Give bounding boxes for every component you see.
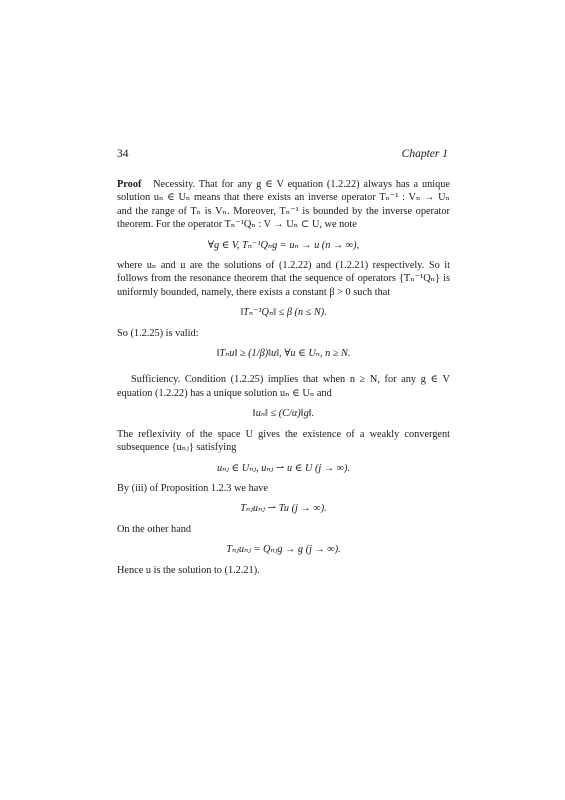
equation-4: ‖uₙ‖ ≤ (C/α)‖g‖. xyxy=(252,408,315,420)
equation-5: uₙⱼ ∈ Uₙⱼ, uₙⱼ ⇀ u ∈ U (j → ∞). xyxy=(216,462,351,474)
paragraph-sufficiency: Sufficiency. Condition (1.2.25) implies that when n ≥ N, for any g ∈ V equation (1.2.22) has a unique solution uₙ ∈ Uₙ and xyxy=(117,374,450,399)
paragraph-text: Necessity. That for any g ∈ V equation (1.2.22) always has a unique solution uₙ ∈ Uₙ means that there exists an inverse operator Tₙ⁻¹ : Vₙ → Uₙ and the range of Tₙ is Vₙ. Moreover, Tₙ⁻¹ is bounded by the inverse operator theorem. For the operator Tₙ⁻¹Qₙ : V → Uₙ ⊂ U, we note xyxy=(117,179,450,231)
equation-6: Tₙⱼuₙⱼ ⇀ Tu (j → ∞). xyxy=(240,503,327,515)
paragraph-valid: So (1.2.25) is valid: xyxy=(117,327,199,339)
paragraph-conclusion: Hence u is the solution to (1.2.21). xyxy=(117,564,260,576)
proof-label: Proof xyxy=(117,179,142,190)
paragraph-resonance: where uₙ and u are the solutions of (1.2.22) and (1.2.21) respectively. So it follows from the resonance theorem that the sequence of operators {Tₙ⁻¹Qₙ} is uniformly bounded, namely, there exists a constant β > 0 such that xyxy=(117,260,450,298)
equation-2: ‖Tₙ⁻¹Qₙ‖ ≤ β (n ≤ N). xyxy=(240,307,327,319)
proof-paragraph-necessity xyxy=(117,178,450,232)
paragraph-proposition: By (iii) of Proposition 1.2.3 we have xyxy=(117,482,269,494)
paragraph-other-hand: On the other hand xyxy=(117,523,192,535)
equation-1: ∀g ∈ V, Tₙ⁻¹Qₙg = uₙ → u (n → ∞), xyxy=(207,239,360,251)
equation-3: ‖Tₙu‖ ≥ (1/β)‖u‖, ∀u ∈ Uₙ, n ≥ N. xyxy=(216,348,351,360)
page-body xyxy=(117,178,450,577)
paragraph-reflexivity: The reflexivity of the space U gives the existence of a weakly convergent subsequence {uₙⱼ} satisfying xyxy=(117,428,450,454)
equation-7: Tₙⱼuₙⱼ = Qₙⱼg → g (j → ∞). xyxy=(226,544,341,556)
chapter-title: Chapter 1 xyxy=(401,148,448,160)
page-number: 34 xyxy=(117,148,129,160)
